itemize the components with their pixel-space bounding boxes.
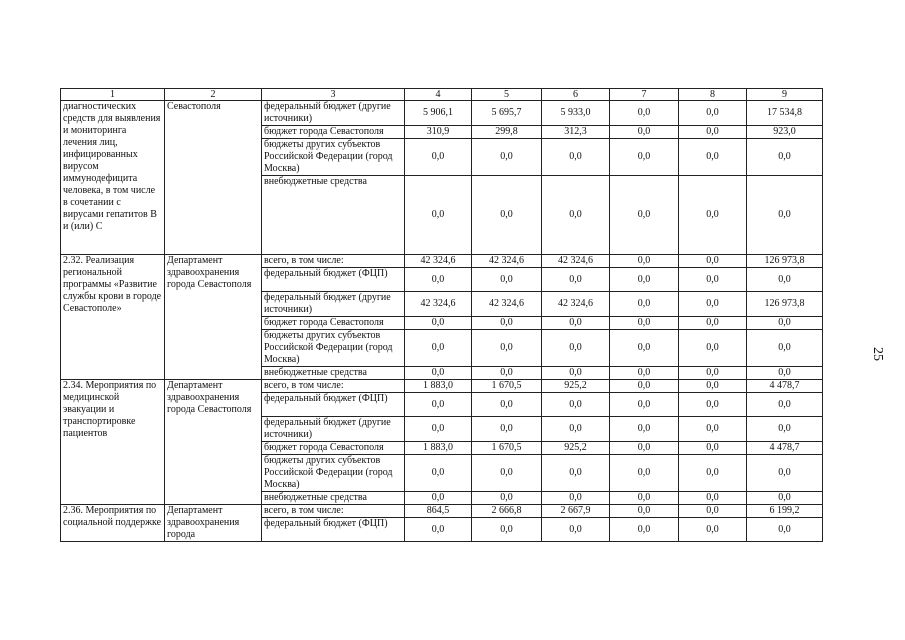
value-cell: 0,0: [472, 268, 542, 292]
value-cell: 0,0: [679, 417, 747, 442]
value-cell: 1 883,0: [405, 442, 472, 455]
value-cell: 0,0: [679, 268, 747, 292]
funding-source: всего, в том числе:: [262, 255, 405, 268]
value-cell: 0,0: [679, 505, 747, 518]
funding-source: бюджеты других субъектов Российской Федерации (город Москва): [262, 455, 405, 492]
funding-source: внебюджетные средства: [262, 176, 405, 255]
column-header: 1: [61, 89, 165, 101]
value-cell: 42 324,6: [405, 292, 472, 317]
value-cell: 0,0: [542, 393, 610, 417]
value-cell: 299,8: [472, 126, 542, 139]
value-cell: 0,0: [610, 442, 679, 455]
value-cell: 0,0: [610, 126, 679, 139]
value-cell: 0,0: [679, 176, 747, 255]
value-cell: 925,2: [542, 380, 610, 393]
value-cell: 5 933,0: [542, 101, 610, 126]
column-header: 2: [165, 89, 262, 101]
value-cell: 0,0: [610, 505, 679, 518]
funding-source: федеральный бюджет (другие источники): [262, 101, 405, 126]
value-cell: 0,0: [472, 455, 542, 492]
value-cell: 0,0: [472, 139, 542, 176]
value-cell: 0,0: [542, 317, 610, 330]
value-cell: 0,0: [405, 492, 472, 505]
funding-source: бюджет города Севастополя: [262, 126, 405, 139]
table-row: [61, 505, 823, 518]
value-cell: 5 906,1: [405, 101, 472, 126]
value-cell: 0,0: [405, 139, 472, 176]
column-header: 8: [679, 89, 747, 101]
value-cell: 0,0: [747, 139, 823, 176]
value-cell: 0,0: [542, 492, 610, 505]
value-cell: 1 670,5: [472, 442, 542, 455]
column-header: 9: [747, 89, 823, 101]
funding-source: бюджеты других субъектов Российской Федерации (город Москва): [262, 139, 405, 176]
value-cell: 0,0: [610, 492, 679, 505]
value-cell: 5 695,7: [472, 101, 542, 126]
funding-source: бюджет города Севастополя: [262, 442, 405, 455]
value-cell: 17 534,8: [747, 101, 823, 126]
value-cell: 0,0: [405, 317, 472, 330]
value-cell: 0,0: [747, 176, 823, 255]
value-cell: 0,0: [610, 139, 679, 176]
value-cell: 0,0: [610, 292, 679, 317]
value-cell: 0,0: [610, 330, 679, 367]
measure-name: 2.36. Мероприятия по социальной поддержке: [61, 505, 165, 542]
value-cell: 0,0: [472, 393, 542, 417]
value-cell: 0,0: [472, 367, 542, 380]
value-cell: 0,0: [747, 518, 823, 542]
funding-source: федеральный бюджет (ФЦП): [262, 393, 405, 417]
value-cell: 0,0: [747, 330, 823, 367]
funding-source: бюджеты других субъектов Российской Федерации (город Москва): [262, 330, 405, 367]
value-cell: 0,0: [610, 101, 679, 126]
value-cell: 0,0: [679, 101, 747, 126]
value-cell: 2 667,9: [542, 505, 610, 518]
value-cell: 0,0: [747, 455, 823, 492]
value-cell: 6 199,2: [747, 505, 823, 518]
value-cell: 0,0: [610, 367, 679, 380]
column-header: 4: [405, 89, 472, 101]
value-cell: 0,0: [542, 367, 610, 380]
value-cell: 0,0: [747, 393, 823, 417]
responsible-org: Департамент здравоохранения города Севастополя: [165, 255, 262, 380]
value-cell: 0,0: [542, 268, 610, 292]
budget-table: [60, 88, 823, 542]
value-cell: 0,0: [542, 455, 610, 492]
header-row: [61, 89, 823, 101]
value-cell: 0,0: [679, 367, 747, 380]
value-cell: 4 478,7: [747, 442, 823, 455]
value-cell: 0,0: [405, 268, 472, 292]
responsible-org: Департамент здравоохранения города: [165, 505, 262, 542]
value-cell: 0,0: [542, 139, 610, 176]
value-cell: 0,0: [679, 255, 747, 268]
value-cell: 0,0: [747, 417, 823, 442]
funding-source: внебюджетные средства: [262, 492, 405, 505]
value-cell: 0,0: [679, 455, 747, 492]
column-header: 3: [262, 89, 405, 101]
value-cell: 42 324,6: [542, 292, 610, 317]
value-cell: 0,0: [405, 393, 472, 417]
value-cell: 0,0: [747, 367, 823, 380]
funding-source: всего, в том числе:: [262, 380, 405, 393]
responsible-org: Севастополя: [165, 101, 262, 255]
value-cell: 0,0: [679, 330, 747, 367]
funding-source: всего, в том числе:: [262, 505, 405, 518]
funding-source: бюджет города Севастополя: [262, 317, 405, 330]
value-cell: 0,0: [610, 417, 679, 442]
value-cell: 0,0: [679, 317, 747, 330]
value-cell: 42 324,6: [472, 255, 542, 268]
value-cell: 0,0: [679, 393, 747, 417]
value-cell: 0,0: [747, 492, 823, 505]
value-cell: 0,0: [610, 518, 679, 542]
value-cell: 0,0: [610, 268, 679, 292]
value-cell: 0,0: [405, 367, 472, 380]
funding-source: федеральный бюджет (ФЦП): [262, 518, 405, 542]
value-cell: 0,0: [405, 518, 472, 542]
value-cell: 0,0: [610, 393, 679, 417]
value-cell: 1 670,5: [472, 380, 542, 393]
value-cell: 0,0: [405, 455, 472, 492]
value-cell: 0,0: [405, 330, 472, 367]
funding-source: федеральный бюджет (другие источники): [262, 417, 405, 442]
table-row: [61, 255, 823, 268]
responsible-org: Департамент здравоохранения города Севастополя: [165, 380, 262, 505]
table-row: [61, 101, 823, 126]
funding-source: федеральный бюджет (ФЦП): [262, 268, 405, 292]
value-cell: 0,0: [610, 380, 679, 393]
value-cell: 0,0: [472, 176, 542, 255]
value-cell: 0,0: [542, 417, 610, 442]
value-cell: 42 324,6: [542, 255, 610, 268]
value-cell: 0,0: [542, 176, 610, 255]
value-cell: 0,0: [610, 455, 679, 492]
column-header: 7: [610, 89, 679, 101]
value-cell: 0,0: [405, 176, 472, 255]
value-cell: 925,2: [542, 442, 610, 455]
value-cell: 312,3: [542, 126, 610, 139]
value-cell: 0,0: [610, 176, 679, 255]
value-cell: 864,5: [405, 505, 472, 518]
value-cell: 0,0: [472, 330, 542, 367]
value-cell: 0,0: [679, 292, 747, 317]
funding-source: внебюджетные средства: [262, 367, 405, 380]
page-number: 25: [870, 347, 885, 361]
value-cell: 2 666,8: [472, 505, 542, 518]
value-cell: 0,0: [405, 417, 472, 442]
value-cell: 4 478,7: [747, 380, 823, 393]
measure-name: 2.32. Реализация региональной программы «Развитие службы крови в городе Севастополе»: [61, 255, 165, 380]
column-header: 6: [542, 89, 610, 101]
value-cell: 0,0: [472, 417, 542, 442]
measure-name: диагностических средств для выявления и мониторинга лечения лиц, инфицированных вирусом иммунодефицита человека, в том числе в сочетании с вирусами гепатитов B и (или) C: [61, 101, 165, 255]
value-cell: 0,0: [679, 126, 747, 139]
value-cell: 0,0: [747, 317, 823, 330]
column-header: 5: [472, 89, 542, 101]
value-cell: 0,0: [679, 380, 747, 393]
funding-source: федеральный бюджет (другие источники): [262, 292, 405, 317]
value-cell: 1 883,0: [405, 380, 472, 393]
value-cell: 0,0: [472, 317, 542, 330]
value-cell: 0,0: [472, 492, 542, 505]
value-cell: 0,0: [679, 492, 747, 505]
value-cell: 126 973,8: [747, 255, 823, 268]
value-cell: 42 324,6: [472, 292, 542, 317]
value-cell: 923,0: [747, 126, 823, 139]
value-cell: 0,0: [542, 330, 610, 367]
value-cell: 0,0: [610, 255, 679, 268]
value-cell: 0,0: [610, 317, 679, 330]
measure-name: 2.34. Мероприятия по медицинской эвакуации и транспортировке пациентов: [61, 380, 165, 505]
value-cell: 0,0: [542, 518, 610, 542]
value-cell: 0,0: [679, 518, 747, 542]
table-row: [61, 380, 823, 393]
value-cell: 0,0: [679, 139, 747, 176]
value-cell: 0,0: [679, 442, 747, 455]
value-cell: 310,9: [405, 126, 472, 139]
value-cell: 42 324,6: [405, 255, 472, 268]
value-cell: 0,0: [747, 268, 823, 292]
value-cell: 126 973,8: [747, 292, 823, 317]
value-cell: 0,0: [472, 518, 542, 542]
